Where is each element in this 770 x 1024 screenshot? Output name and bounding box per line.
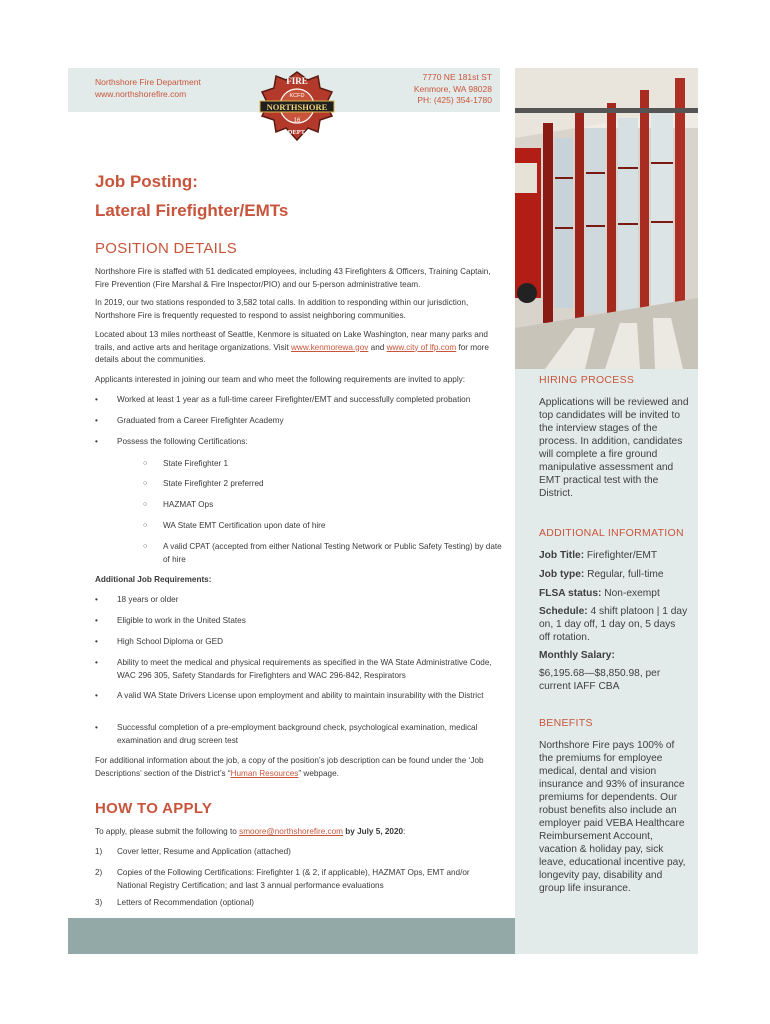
- how-to-apply-heading: HOW TO APPLY: [95, 800, 213, 817]
- closing-text-end: ” webpage.: [298, 768, 339, 778]
- logo-text-dept: DEPT.: [287, 129, 307, 136]
- job-type-line: [539, 568, 689, 581]
- closing-text-start: For additional information about the job, a copy of the position’s job description can be found under the ‘Job Descriptions’ section of the District’s “: [95, 756, 484, 778]
- additional-requirement-text: Successful completion of a pre-employment background check, psychological examination, medical examination and drug screen test: [117, 723, 478, 745]
- bullet-icon: •: [95, 616, 98, 625]
- phone-text: PH: (425) 354-1780: [417, 95, 492, 105]
- certification-text: HAZMAT Ops: [163, 500, 214, 509]
- hiring-process-heading: HIRING PROCESS: [539, 374, 635, 386]
- apply-intro-text: To apply, please submit the following to: [95, 827, 240, 836]
- additional-requirement-text: A valid WA State Drivers License upon employment and ability to maintain insurability with the District: [117, 691, 484, 700]
- position-para-applicants: Applicants interested in joining our team and who meet the following requirements are invited to apply:: [95, 375, 466, 384]
- requirement-text: Worked at least 1 year as a full-time career Firefighter/EMT and successfully completed probation: [117, 395, 471, 404]
- monthly-salary-label-text: Monthly Salary:: [539, 650, 615, 661]
- apply-deadline: by July 5, 2020: [343, 827, 404, 836]
- bullet-icon: •: [95, 395, 98, 404]
- requirement-text: Possess the following Certifications:: [117, 437, 248, 446]
- bullet-icon: •: [95, 723, 98, 732]
- bullet-icon: •: [95, 437, 98, 446]
- schedule-value: 4 shift platoon | 1 day on, 1 day off, 1 day on, 5 days off rotation.: [539, 606, 688, 643]
- job-description-note: [95, 755, 500, 780]
- additional-requirement-text: 18 years or older: [117, 595, 179, 604]
- address-line2: Kenmore, WA 98028: [413, 83, 492, 94]
- position-para-calls: In 2019, our two stations responded to 3,582 total calls. In addition to responding within our jurisdiction, Northshore Fire is frequently requested to respond to assist neighboring communities.: [95, 298, 469, 320]
- bullet-icon: •: [95, 637, 98, 646]
- logo-text-number: 16: [293, 118, 301, 124]
- lfp-link[interactable]: www.city of lfp.com: [386, 342, 457, 352]
- apply-intro: [95, 826, 500, 839]
- additional-requirement-text: High School Diploma or GED: [117, 637, 224, 646]
- header-contact-left: [95, 76, 201, 100]
- fire-station-photo: [515, 68, 698, 369]
- monthly-salary-value: $6,195.68—$8,850.98, per current IAFF CBA: [539, 668, 661, 692]
- page-title-line1: Job Posting:: [95, 172, 198, 191]
- certification-text: State Firefighter 1: [163, 459, 229, 468]
- address-line1: 7770 NE 181st ST: [422, 72, 492, 82]
- flsa-status-value: Non-exempt: [601, 588, 660, 599]
- bullet-icon: •: [95, 416, 98, 425]
- step-text: Copies of the Following Certifications: Firefighter 1 (& 2, if applicable), HAZMAT Ops, EMT and/or National Registry Certification; and last 3 annual performance evaluations: [117, 868, 470, 890]
- job-type-label: Job type:: [539, 569, 585, 580]
- logo-text-northshore: NORTHSHORE: [266, 102, 328, 112]
- schedule-line: [539, 605, 689, 644]
- certification-text: State Firefighter 2 preferred: [163, 479, 264, 488]
- benefits-text: Northshore Fire pays 100% of the premiums for employee medical, dental and vision insurance and 93% of insurance premiums for dependents. Our robust benefits also include an employer paid VEBA Healthcare Reimbursement Account, vacation & holiday pay, sick leave, educational incentive pay, longevity pay, disability and group life insurance.: [539, 740, 686, 894]
- bullet-icon: •: [95, 595, 98, 604]
- additional-requirement-text: Eligible to work in the United States: [117, 616, 246, 625]
- kenmore-link[interactable]: www.kenmorewa.gov: [291, 342, 369, 352]
- location-text-end: for more details about the communities.: [95, 342, 489, 364]
- hiring-process-text: Applications will be reviewed and top candidates will be invited to the interview stages of the process. In addition, candidates will complete a fire ground manipulative assessment and EMT practical test with the District.: [539, 397, 689, 499]
- location-text-start: Located about 13 miles northeast of Seattle, Kenmore is situated on Lake Washington, near many parks and trails, and active arts and heritage organizations. Visit: [95, 330, 488, 352]
- sub-bullet-icon: ○: [143, 501, 148, 508]
- fire-department-logo: [256, 70, 338, 142]
- sub-bullet-icon: ○: [143, 480, 148, 487]
- website-text: www.northshorefire.com: [95, 89, 187, 99]
- flsa-status-line: [539, 587, 689, 600]
- position-details-heading: POSITION DETAILS: [95, 240, 238, 257]
- flsa-status-label: FLSA status:: [539, 588, 602, 599]
- benefits-heading: BENEFITS: [539, 717, 593, 729]
- header-contact-right: [385, 72, 492, 107]
- step-number: 2): [95, 868, 103, 877]
- additional-requirement-text: Ability to meet the medical and physical requirements as specified in the WA State Administrative Code, WAC 296 305, Safety Standards for Firefighters and WAC 296-842, Respirators: [117, 658, 492, 680]
- footer-band: [68, 918, 515, 954]
- step-number: 1): [95, 847, 103, 856]
- certification-text: WA State EMT Certification upon date of hire: [163, 521, 326, 530]
- location-text-mid: and: [368, 342, 387, 352]
- schedule-label: Schedule:: [539, 606, 588, 617]
- human-resources-link[interactable]: Human Resources: [230, 768, 299, 778]
- logo-text-kcfd: KCFD: [289, 93, 305, 99]
- bullet-icon: •: [95, 658, 98, 667]
- page-title-line2: Lateral Firefighter/EMTs: [95, 201, 289, 220]
- step-text: Letters of Recommendation (optional): [117, 898, 254, 907]
- logo-text-fire: FIRE: [286, 76, 308, 86]
- apply-email-link[interactable]: smoore@northshorefire.com: [239, 827, 343, 836]
- job-title-value: Firefighter/EMT: [584, 550, 658, 561]
- sub-bullet-icon: ○: [143, 543, 148, 550]
- step-number: 3): [95, 898, 103, 907]
- monthly-salary-label: [539, 649, 689, 662]
- requirement-text: Graduated from a Career Firefighter Academy: [117, 416, 284, 425]
- step-text: Cover letter, Resume and Application (attached): [117, 847, 291, 856]
- job-title-line: [539, 549, 689, 562]
- bullet-icon: •: [95, 691, 98, 700]
- job-type-value: Regular, full-time: [584, 569, 664, 580]
- job-title-label: Job Title:: [539, 550, 585, 561]
- additional-information-heading: ADDITIONAL INFORMATION: [539, 527, 684, 539]
- position-para-location: [95, 329, 500, 367]
- position-para-staff: Northshore Fire is staffed with 51 dedicated employees, including 43 Firefighters & Officers, Training Captain, Fire Prevention (Fire Marshal & Fire Inspector/PIO) and our 5-person administrative team.: [95, 267, 491, 289]
- additional-requirements-heading: Additional Job Requirements:: [95, 575, 212, 584]
- sub-bullet-icon: ○: [143, 460, 148, 467]
- apply-intro-end: :: [403, 827, 406, 836]
- org-name: Northshore Fire Department: [95, 77, 201, 87]
- certification-text: A valid CPAT (accepted from either National Testing Network or Public Safety Testing) by date of hire: [163, 542, 502, 564]
- sub-bullet-icon: ○: [143, 522, 148, 529]
